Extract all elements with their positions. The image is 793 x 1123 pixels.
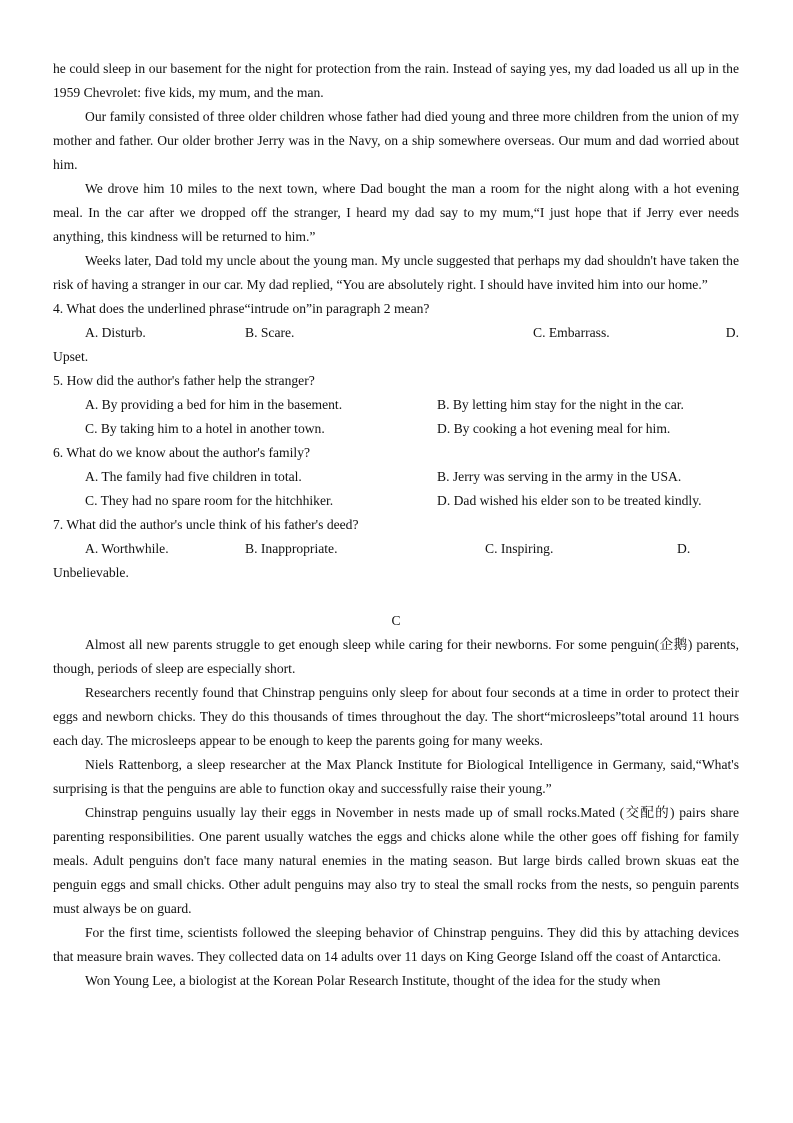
passage-c-heading: C (391, 613, 401, 628)
question-5-option-a: A. By providing a bed for him in the basement. (85, 397, 343, 412)
question-6-option-d: D. Dad wished his elder son to be treated kindly. (437, 493, 702, 508)
question-5-option-d: D. By cooking a hot evening meal for him. (437, 421, 671, 436)
passage-c-paragraph-1: Almost all new parents struggle to get enough sleep while caring for their newborns. For some penguin(企鹅) parents, though, periods of sleep are especially short. (53, 637, 739, 676)
question-7-option-c: C. Inspiring. (485, 541, 554, 556)
question-5-stem: 5. How did the author's father help the stranger? (53, 373, 315, 388)
passage-c-paragraph-4: Chinstrap penguins usually lay their eggs in November in nests made up of small rocks.Mated (交配的) pairs share parenting responsibilities. One parent usually watches the eggs and chicks alone while the other goes off fishing for family meals. Adult penguins don't face many natural enemies in the mating season. But large birds called brown skuas eat the penguin eggs and small chicks. Other adult penguins may also try to steal the small rocks from the nests, so penguin parents must always be on guard. (53, 805, 739, 916)
question-6-options-row-1 (53, 465, 739, 489)
passage-b-paragraph-1: he could sleep in our basement for the night for protection from the rain. Instead of saying yes, my dad loaded us all up in the 1959 Chevrolet: five kids, my mum, and the man. (53, 61, 739, 100)
question-6-option-b: B. Jerry was serving in the army in the USA. (437, 469, 682, 484)
question-7-option-d: D. (677, 541, 691, 556)
section-spacer (53, 585, 739, 609)
question-4-option-d-text: Upset. (53, 349, 89, 364)
question-4-option-a: A. Disturb. (85, 325, 146, 340)
question-6-options-row-2 (53, 489, 739, 513)
question-5-option-c: C. By taking him to a hotel in another town. (85, 421, 325, 436)
question-5-options-row-2 (53, 417, 739, 441)
question-7-option-a: A. Worthwhile. (85, 541, 169, 556)
question-4-option-b: B. Scare. (245, 325, 295, 340)
question-6-option-c: C. They had no spare room for the hitchhiker. (85, 493, 334, 508)
passage-c-paragraph-6: Won Young Lee, a biologist at the Korean Polar Research Institute, thought of the idea for the study when (85, 973, 661, 988)
passage-b-paragraph-2: Our family consisted of three older children whose father had died young and three more children from the union of my mother and father. Our older brother Jerry was in the Navy, on a ship somewhere overseas. Our mum and dad worried about him. (53, 109, 739, 172)
passage-c-paragraph-3: Niels Rattenborg, a sleep researcher at the Max Planck Institute for Biological Intelligence in Germany, said,“What's surprising is that the penguins are able to function okay and successfully raise their young.” (53, 757, 739, 796)
document-page (53, 57, 739, 993)
passage-c-paragraph-5: For the first time, scientists followed the sleeping behavior of Chinstrap penguins. They did this by attaching devices that measure brain waves. They collected data on 14 adults over 11 days on King George Island off the coast of Antarctica. (53, 925, 739, 964)
question-7-option-b: B. Inappropriate. (245, 541, 338, 556)
passage-b-paragraph-3: We drove him 10 miles to the next town, where Dad bought the man a room for the night along with a hot evening meal. In the car after we dropped off the stranger, I heard my dad say to my mum,“I just hope that if Jerry ever needs anything, this kindness will be returned to him.” (53, 181, 739, 244)
question-6-stem: 6. What do we know about the author's family? (53, 445, 311, 460)
question-7-option-d-text: Unbelievable. (53, 565, 129, 580)
question-4-options (53, 321, 739, 345)
question-4-option-c: C. Embarrass. (533, 325, 610, 340)
passage-b-paragraph-4: Weeks later, Dad told my uncle about the young man. My uncle suggested that perhaps my dad shouldn't have taken the risk of having a stranger in our car. My dad replied, “You are absolutely right. I should have invited him into our home.” (53, 253, 739, 292)
question-5-option-b: B. By letting him stay for the night in the car. (437, 397, 684, 412)
question-6-option-a: A. The family had five children in total. (85, 469, 302, 484)
question-5-options-row-1 (53, 393, 739, 417)
passage-c-paragraph-2: Researchers recently found that Chinstrap penguins only sleep for about four seconds at a time in order to protect their eggs and newborn chicks. They do this thousands of times throughout the day. The short“microsleeps”total around 11 hours each day. The microsleeps appear to be enough to keep the parents going for many weeks. (53, 685, 739, 748)
question-4-option-d: D. (725, 325, 739, 340)
question-7-options (53, 537, 739, 561)
question-7-stem: 7. What did the author's uncle think of his father's deed? (53, 517, 359, 532)
question-4-stem: 4. What does the underlined phrase“intrude on”in paragraph 2 mean? (53, 301, 430, 316)
